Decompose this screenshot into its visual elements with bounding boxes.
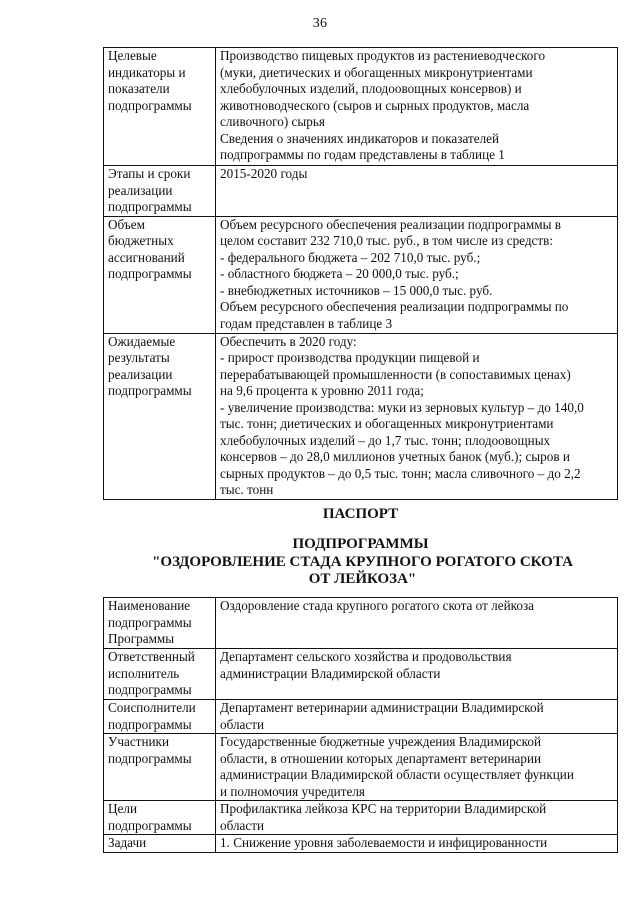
stages-value: 2015-2020 годы bbox=[220, 166, 308, 181]
row-value-cell bbox=[216, 649, 618, 700]
tasks-label: Задачи bbox=[108, 835, 147, 850]
row-label-cell bbox=[104, 166, 216, 217]
table-row bbox=[104, 734, 618, 801]
row-value-cell bbox=[216, 216, 618, 333]
row-value-cell bbox=[216, 333, 618, 499]
passport-table bbox=[103, 597, 618, 853]
table-row bbox=[104, 598, 618, 649]
expected-results-label: Ожидаемые результаты реализации подпрограммы bbox=[108, 333, 192, 398]
target-indicators-value: Производство пищевых продуктов из растениеводческого (муки, диетических и обогащенных микронутриентами хлебобулочных изделий, плодоовощных консервов) и животноводческого (сыров и сырных продуктов, масла сливочного) сырья Сведения о значениях индикаторов и показателей подпрограммы по годам представлены в таблице 1 bbox=[220, 48, 546, 162]
row-value-cell bbox=[216, 835, 618, 853]
goals-label: Цели подпрограммы bbox=[108, 801, 192, 833]
participants-value: Государственные бюджетные учреждения Владимирской области, в отношении которых департамент ветеринарии администрации Владимирской области осуществляет функции и полномочия учредителя bbox=[220, 734, 574, 799]
row-value-cell bbox=[216, 700, 618, 734]
row-label-cell bbox=[104, 598, 216, 649]
program-name-label: Наименование подпрограммы Программы bbox=[108, 598, 192, 646]
budget-value: Объем ресурсного обеспечения реализации подпрограммы в целом составит 232 710,0 тыс. руб., в том числе из средств: - федерального бюджета – 202 710,0 тыс. руб.; - областного бюджета – 20 000,0 тыс. руб.; - внебюджетных источников – 15 000,0 тыс. руб. Объем ресурсного обеспечения реализации подпрограммы по годам представлен в таблице 3 bbox=[220, 216, 569, 331]
row-value-cell bbox=[216, 166, 618, 217]
table-row bbox=[104, 48, 618, 166]
responsible-executor-value: Департамент сельского хозяйства и продовольствия администрации Владимирской области bbox=[220, 649, 512, 681]
row-label-cell bbox=[104, 649, 216, 700]
row-value-cell bbox=[216, 598, 618, 649]
expected-results-value: Обеспечить в 2020 году: - прирост производства продукции пищевой и перерабатывающей промышленности (в сопоставимых ценах) на 9,6 процента к уровню 2011 года; - увеличение производства: муки из зерновых культур – до 140,0 тыс. тонн; диетических и обогащенных микронутриентами хлебобулочных изделий – до 1,7 тыс. тонн; плодоовощных консервов – до 28,0 миллионов учетных банок (муб.); сыров и сырных продуктов – до 0,5 тыс. тонн; масла сливочного – до 2,2 тыс. тонн bbox=[220, 333, 584, 497]
row-value-cell bbox=[216, 801, 618, 835]
table-row bbox=[104, 835, 618, 853]
row-label-cell bbox=[104, 835, 216, 853]
table-row bbox=[104, 649, 618, 700]
participants-label: Участники подпрограммы bbox=[108, 734, 192, 766]
goals-value: Профилактика лейкоза КРС на территории Владимирской области bbox=[220, 801, 547, 833]
tasks-value: 1. Снижение уровня заболеваемости и инфицированности bbox=[220, 835, 548, 850]
passport-title: ПАСПОРТ bbox=[322, 506, 399, 522]
table-row bbox=[104, 216, 618, 333]
table-row bbox=[104, 166, 618, 217]
subprogram-details-table bbox=[103, 47, 618, 500]
co-executors-label: Соисполнители подпрограммы bbox=[108, 700, 196, 732]
row-value-cell bbox=[216, 48, 618, 166]
table-row bbox=[104, 333, 618, 499]
subprogram-name: "ОЗДОРОВЛЕНИЕ СТАДА КРУПНОГО РОГАТОГО СКОТА ОТ ЛЕЙКОЗА" bbox=[152, 554, 573, 587]
target-indicators-label: Целевые индикаторы и показатели подпрограммы bbox=[108, 48, 192, 113]
program-name-value: Оздоровление стада крупного рогатого скота от лейкоза bbox=[220, 598, 535, 613]
stages-label: Этапы и сроки реализации подпрограммы bbox=[108, 166, 192, 214]
page-number: 36 bbox=[312, 16, 328, 31]
budget-label: Объем бюджетных ассигнований подпрограммы bbox=[108, 216, 192, 281]
co-executors-value: Департамент ветеринарии администрации Владимирской области bbox=[220, 700, 544, 732]
responsible-executor-label: Ответственный исполнитель подпрограммы bbox=[108, 649, 195, 697]
table-row bbox=[104, 700, 618, 734]
row-label-cell bbox=[104, 216, 216, 333]
row-label-cell bbox=[104, 333, 216, 499]
row-value-cell bbox=[216, 734, 618, 801]
row-label-cell bbox=[104, 801, 216, 835]
row-label-cell bbox=[104, 734, 216, 801]
row-label-cell bbox=[104, 48, 216, 166]
subprogram-title: ПОДПРОГРАММЫ bbox=[292, 536, 429, 552]
row-label-cell bbox=[104, 700, 216, 734]
table-row bbox=[104, 801, 618, 835]
